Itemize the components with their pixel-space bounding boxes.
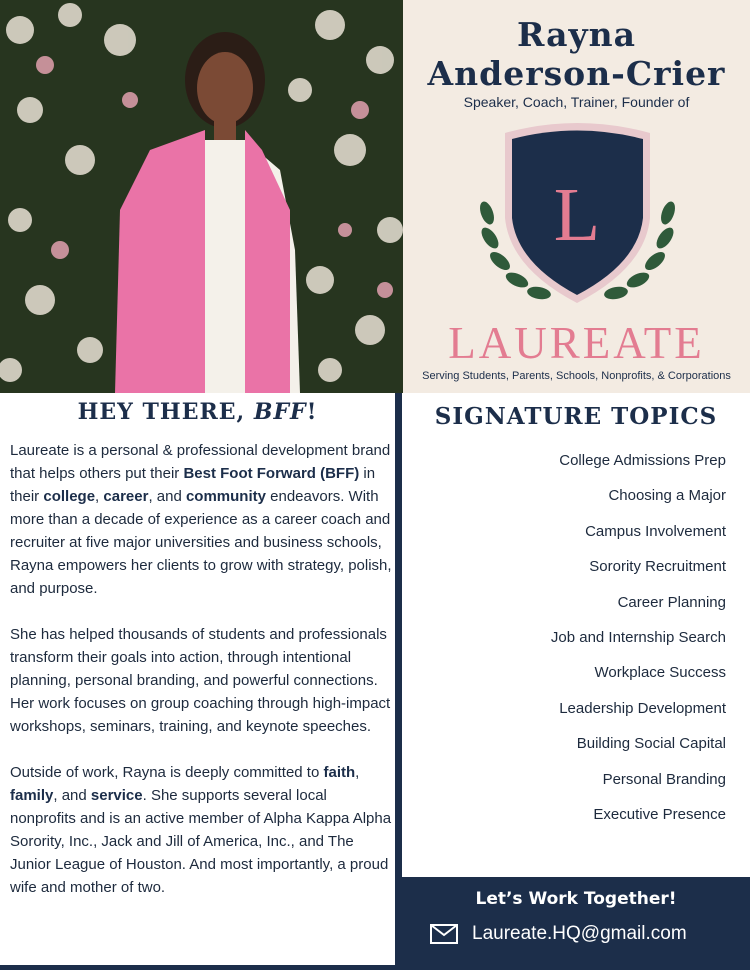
first-name: Rayna [516, 15, 637, 54]
topic-item: Campus Involvement [585, 522, 726, 540]
topic-item: Sorority Recruitment [589, 558, 726, 576]
topic-item: Personal Branding [602, 770, 726, 788]
crest-letter: L [553, 173, 601, 257]
contact-title: Let’s Work Together! [475, 889, 677, 909]
topic-item: College Admissions Prep [559, 452, 726, 469]
topic-item: Executive Presence [593, 805, 726, 823]
profile-photo [0, 0, 403, 393]
laureate-wordmark: LAUREATE [448, 318, 705, 368]
tagline: Serving Students, Parents, Schools, Nonprofits, & Corporations [422, 370, 731, 382]
topics-panel [402, 393, 750, 877]
intro-panel [0, 393, 395, 965]
email-address[interactable]: Laureate.HQ@gmail.com [472, 923, 687, 944]
topic-item: Choosing a Major [608, 487, 726, 505]
email-link[interactable] [430, 923, 687, 945]
laureate-crest-logo [475, 118, 680, 318]
contact-panel [402, 877, 750, 970]
envelope-icon [430, 924, 458, 944]
topic-item: Building Social Capital [576, 735, 726, 753]
bio-text [10, 439, 395, 922]
last-name: Anderson-Crier [427, 54, 726, 93]
bio-paragraph-3: Outside of work, Rayna is deeply committed to faith, family, and service. She supports several local nonprofits and is an active member of Alpha Kappa Alpha Sorority, Inc., Jack and Jill of America, Inc., and The Junior League of Houston. And most importantly, a proud wife and mother of two. [10, 764, 392, 896]
topic-item: Workplace Success [594, 664, 726, 682]
bio-paragraph-2: She has helped thousands of students and professionals transform their goals into action, through intentional planning, personal branding, and powerful connections. Her work focuses on group coaching through high-impact workshops, seminars, training, and keynote speeches. [10, 626, 391, 735]
topic-item: Career Planning [617, 593, 726, 611]
subtitle: Speaker, Coach, Trainer, Founder of [463, 94, 690, 110]
topics-list [551, 451, 726, 840]
bio-paragraph-1: Laureate is a personal & professional development brand that helps others put their Best Foot Forward (BFF) in their college, career, and community endeavors. With more than a decade of experience as a career coach and recruiter at five major universities and business schools, Rayna empowers her clients to grow with strategy, polish, and purpose. [10, 442, 392, 597]
topics-heading: SIGNATURE TOPICS [434, 403, 718, 430]
topic-item: Leadership Development [559, 699, 726, 717]
brand-panel [403, 0, 750, 393]
topic-item: Job and Internship Search [550, 628, 726, 646]
intro-heading: HEY THERE, BFF! [77, 399, 318, 425]
